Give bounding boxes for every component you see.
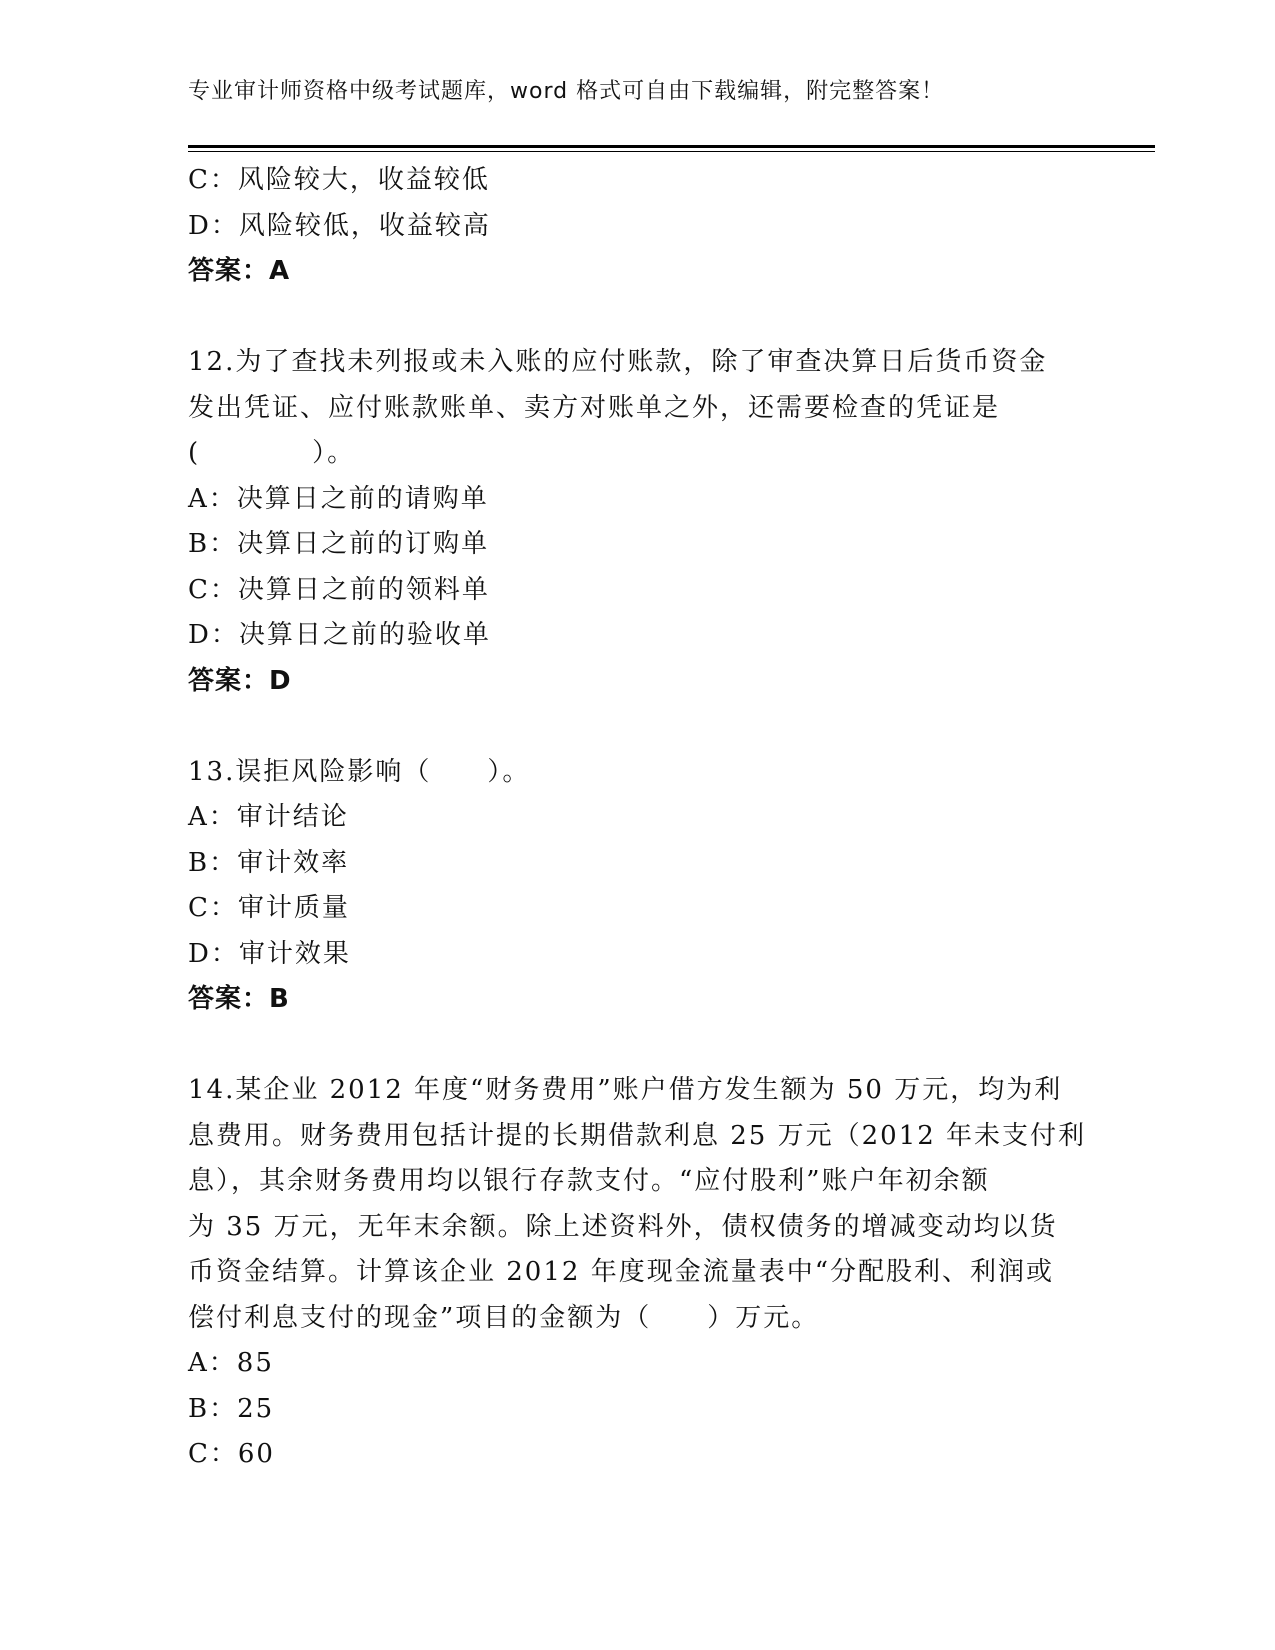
spacer [188,295,1088,341]
q13-stem: 13.误拒风险影响（ ）。 [188,756,531,787]
q14-stem-line-4: 为 35 万元，无年末余额。除上述资料外，债权债务的增减变动均以货 [188,1211,1058,1242]
q13-option-b: B：审计效率 [188,847,350,878]
q13-option-d: D：审计效果 [188,938,351,969]
q14-stem-line-6: 偿付利息支付的现金”项目的金额为（ ）万元。 [188,1302,820,1333]
q11-answer: 答案：A [188,256,291,286]
q14-stem-line-2: 息费用。财务费用包括计提的长期借款利息 25 万元（2012 年未支付利 [188,1120,1087,1151]
q13-option-c: C：审计质量 [188,893,350,923]
question-14 [188,1068,1088,1478]
q14-option-a: A：85 [188,1348,274,1378]
q14-stem-line-1: 14.某企业 2012 年度“财务费用”账户借方发生额为 50 万元，均为利 [188,1075,1063,1105]
question-11 [188,158,1088,295]
q14-stem-line-3: 息），其余财务费用均以银行存款支付。“应付股利”账户年初余额 [188,1166,990,1196]
q12-option-b: B：决算日之前的订购单 [188,529,490,559]
q12-answer: 答案：D [188,665,292,696]
q13-option-a: A：审计结论 [188,802,349,832]
q12-stem-line-2: 发出凭证、应付账款账单、卖方对账单之外，还需要检查的凭证是 [188,392,1001,423]
q12-option-c: C：决算日之前的领料单 [188,574,490,605]
spacer [188,1023,1088,1069]
q12-option-a: A：决算日之前的请购单 [188,483,489,514]
q14-option-b: B：25 [188,1393,275,1424]
q12-option-d: D：决算日之前的验收单 [188,620,491,650]
header-rule-thin [188,151,1155,152]
q11-option-d: D：风险较低，收益较高 [188,210,491,241]
question-12 [188,340,1088,704]
q12-stem-line-1: 12.为了查找未列报或未入账的应付账款，除了审查决算日后货币资金 [188,347,1048,377]
q11-option-c: C：风险较大，收益较低 [188,165,490,195]
header-rule-thick [188,145,1155,148]
document-body [188,158,1088,1478]
q12-stem-line-3: ( ）。 [188,438,356,468]
q13-answer: 答案：B [188,984,290,1014]
spacer [188,704,1088,750]
q14-option-c: C：60 [188,1439,275,1469]
question-13 [188,750,1088,1023]
page-header: 专业审计师资格中级考试题库，word 格式可自由下载编辑，附完整答案！ [188,79,945,104]
q14-stem-line-5: 币资金结算。计算该企业 2012 年度现金流量表中“分配股利、利润或 [188,1257,1054,1287]
